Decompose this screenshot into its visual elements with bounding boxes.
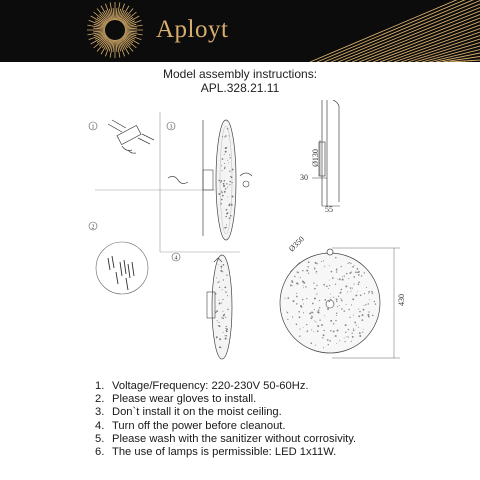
step-3-label: 3	[169, 124, 173, 131]
front-view-drawing	[280, 248, 400, 358]
instruction-item: 6. The use of lamps is permissible: LED 1x11W.	[95, 446, 337, 459]
brand-name: Aployt	[156, 16, 229, 43]
instruction-item: 1. Voltage/Frequency: 220-230V 50-60Hz.	[95, 380, 309, 392]
step-2-drawing	[96, 242, 148, 294]
dimension-350: Ø350	[287, 234, 306, 254]
step-4-drawing	[207, 255, 232, 359]
brand-header	[0, 0, 480, 62]
step-2-label: 2	[91, 224, 95, 231]
sunburst-logo-icon	[84, 0, 146, 62]
dimension-130: Ø130	[311, 149, 320, 167]
assembly-diagram	[0, 100, 480, 370]
step-1-drawing	[108, 120, 154, 153]
instruction-item: 4. Turn off the power before cleanout.	[95, 419, 286, 432]
model-code: APL.328.21.11	[200, 81, 280, 95]
decorative-rays-icon	[290, 0, 480, 62]
page-title: Model assembly instructions:	[162, 67, 318, 81]
dimension-430: 430	[397, 294, 406, 306]
step-4-label: 4	[174, 255, 178, 262]
step-3-drawing	[168, 120, 252, 240]
dimension-30: 30	[300, 173, 308, 182]
instruction-item: 5. Please wash with the sanitizer without corrosivity.	[95, 432, 357, 445]
instructions-list	[95, 380, 356, 459]
instruction-item: 2. Please wear gloves to install.	[95, 393, 257, 406]
step-1-label: 1	[91, 124, 95, 131]
dimension-55: 55	[325, 205, 333, 214]
instruction-item: 3. Don`t install it on the moist ceiling.	[95, 406, 282, 419]
